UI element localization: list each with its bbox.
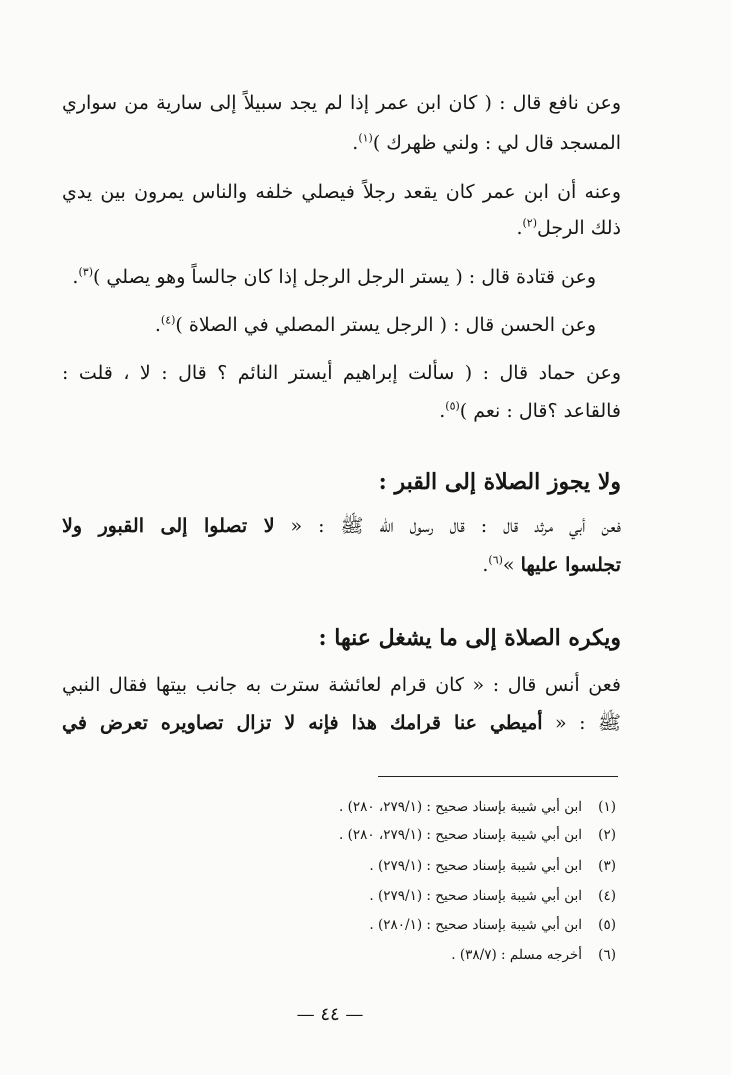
- paragraph-hammad-line-1: [62, 358, 621, 388]
- footnote-3: [369, 855, 616, 877]
- section-heading-distraction: ويكره الصلاة إلى ما يشغل عنها :: [318, 625, 621, 651]
- paragraph-abu-marthad-line-2: تجلسوا عليها »$^{(٦)}$.: [482, 553, 621, 576]
- footnote-ref-5: (٥): [445, 399, 460, 413]
- footnote-number: (٦): [598, 947, 616, 963]
- footnote-5: [369, 914, 616, 936]
- footnote-number: (٤): [598, 888, 616, 904]
- paragraph-hammad-line-2: فالقاعد ؟قال : نعم )$^{(٥)}$.: [439, 399, 621, 422]
- paragraph-anas-line-1: [62, 670, 621, 700]
- footnote-text: ابن أبي شيبة بإسناد صحيح : (٢٧٩/١) .: [369, 858, 582, 874]
- hadith-text: لا تصلوا إلى القبور ولا: [62, 515, 275, 537]
- footnote-text: ابن أبي شيبة بإسناد صحيح : (٢٧٩/١) .: [369, 888, 582, 904]
- footnote-text: ابن أبي شيبة بإسناد صحيح : (٢٧٩/١، ٢٨٠) .: [339, 799, 582, 815]
- paragraph-anas-line-2: [62, 708, 621, 738]
- hadith-text: تجلسوا عليها: [520, 554, 621, 576]
- hadith-text: أميطي عنا قرامك هذا فإنه لا تزال تصاويره تعرض في: [62, 712, 543, 734]
- footnote-number: (١): [598, 799, 616, 815]
- footnote-4: [369, 885, 616, 907]
- page-number: — ٤٤ —: [296, 1004, 364, 1025]
- footnote-2: [339, 824, 616, 846]
- text-span: المسجد قال لي : ولني ظهرك ): [372, 132, 621, 154]
- footnote-ref-1: (١): [358, 131, 373, 145]
- footnote-ref-4: (٤): [160, 313, 176, 327]
- text-span: ﷺ : «: [542, 712, 621, 734]
- paragraph-anhu-line-1: [62, 177, 621, 207]
- paragraph-nafi-line-2: المسجد قال لي : ولني ظهرك )$^{(١)}$.: [352, 131, 621, 154]
- footnote-1: [339, 796, 616, 818]
- footnote-divider: [378, 776, 618, 777]
- text-span: وعنه أن ابن عمر كان يقعد رجلاً فيصلي خلفه والناس يمرون بين يدي: [62, 181, 621, 203]
- footnote-ref-2: (٢): [522, 216, 537, 230]
- text-span: فعن أبي مرثد قال : قال رسول الله ﷺ : «: [274, 515, 621, 537]
- paragraph-anhu-line-2: ذلك الرجل$^{(٢)}$.: [516, 216, 621, 239]
- text-span: فالقاعد ؟قال : نعم ): [459, 400, 621, 422]
- paragraph-hasan: وعن الحسن قال : ( الرجل يستر المصلي في الصلاة )$^{(٤)}$.: [154, 313, 596, 336]
- text-span: وعن قتادة قال : ( يستر الرجل الرجل إذا كان جالساً وهو يصلي ): [92, 266, 596, 288]
- text-span: ذلك الرجل: [537, 217, 621, 239]
- section-heading-grave: ولا يجوز الصلاة إلى القبر :: [378, 469, 621, 495]
- text-span: وعن نافع قال : ( كان ابن عمر إذا لم يجد سبيلاً إلى سارية من سواري: [62, 92, 621, 114]
- text-span: وعن الحسن قال : ( الرجل يستر المصلي في الصلاة ): [175, 314, 596, 336]
- text-span: »: [502, 554, 521, 576]
- paragraph-nafi-line-1: [62, 88, 621, 118]
- footnote-6: [451, 944, 616, 966]
- text-span: فعن أنس قال : « كان قرام لعائشة سترت به جانب بيتها فقال النبي: [62, 674, 621, 696]
- footnote-ref-6: (٦): [488, 553, 503, 567]
- footnote-text: ابن أبي شيبة بإسناد صحيح : (٢٨٠/١) .: [369, 917, 582, 933]
- footnote-text: ابن أبي شيبة بإسناد صحيح : (٢٧٩/١، ٢٨٠) .: [339, 827, 582, 843]
- footnote-number: (٥): [598, 917, 616, 933]
- text-span: وعن حماد قال : ( سألت إبراهيم أيستر النائم ؟ قال : لا ، قلت :: [62, 362, 621, 384]
- footnote-text: أخرجه مسلم : (٣٨/٧) .: [451, 947, 582, 963]
- paragraph-abu-marthad-line-1: [62, 511, 621, 541]
- footnote-number: (٢): [598, 827, 616, 843]
- footnote-ref-3: (٣): [78, 265, 93, 279]
- footnote-number: (٣): [598, 858, 616, 874]
- paragraph-qatada: وعن قتادة قال : ( يستر الرجل الرجل إذا كان جالساً وهو يصلي )$^{(٣)}$.: [72, 265, 596, 288]
